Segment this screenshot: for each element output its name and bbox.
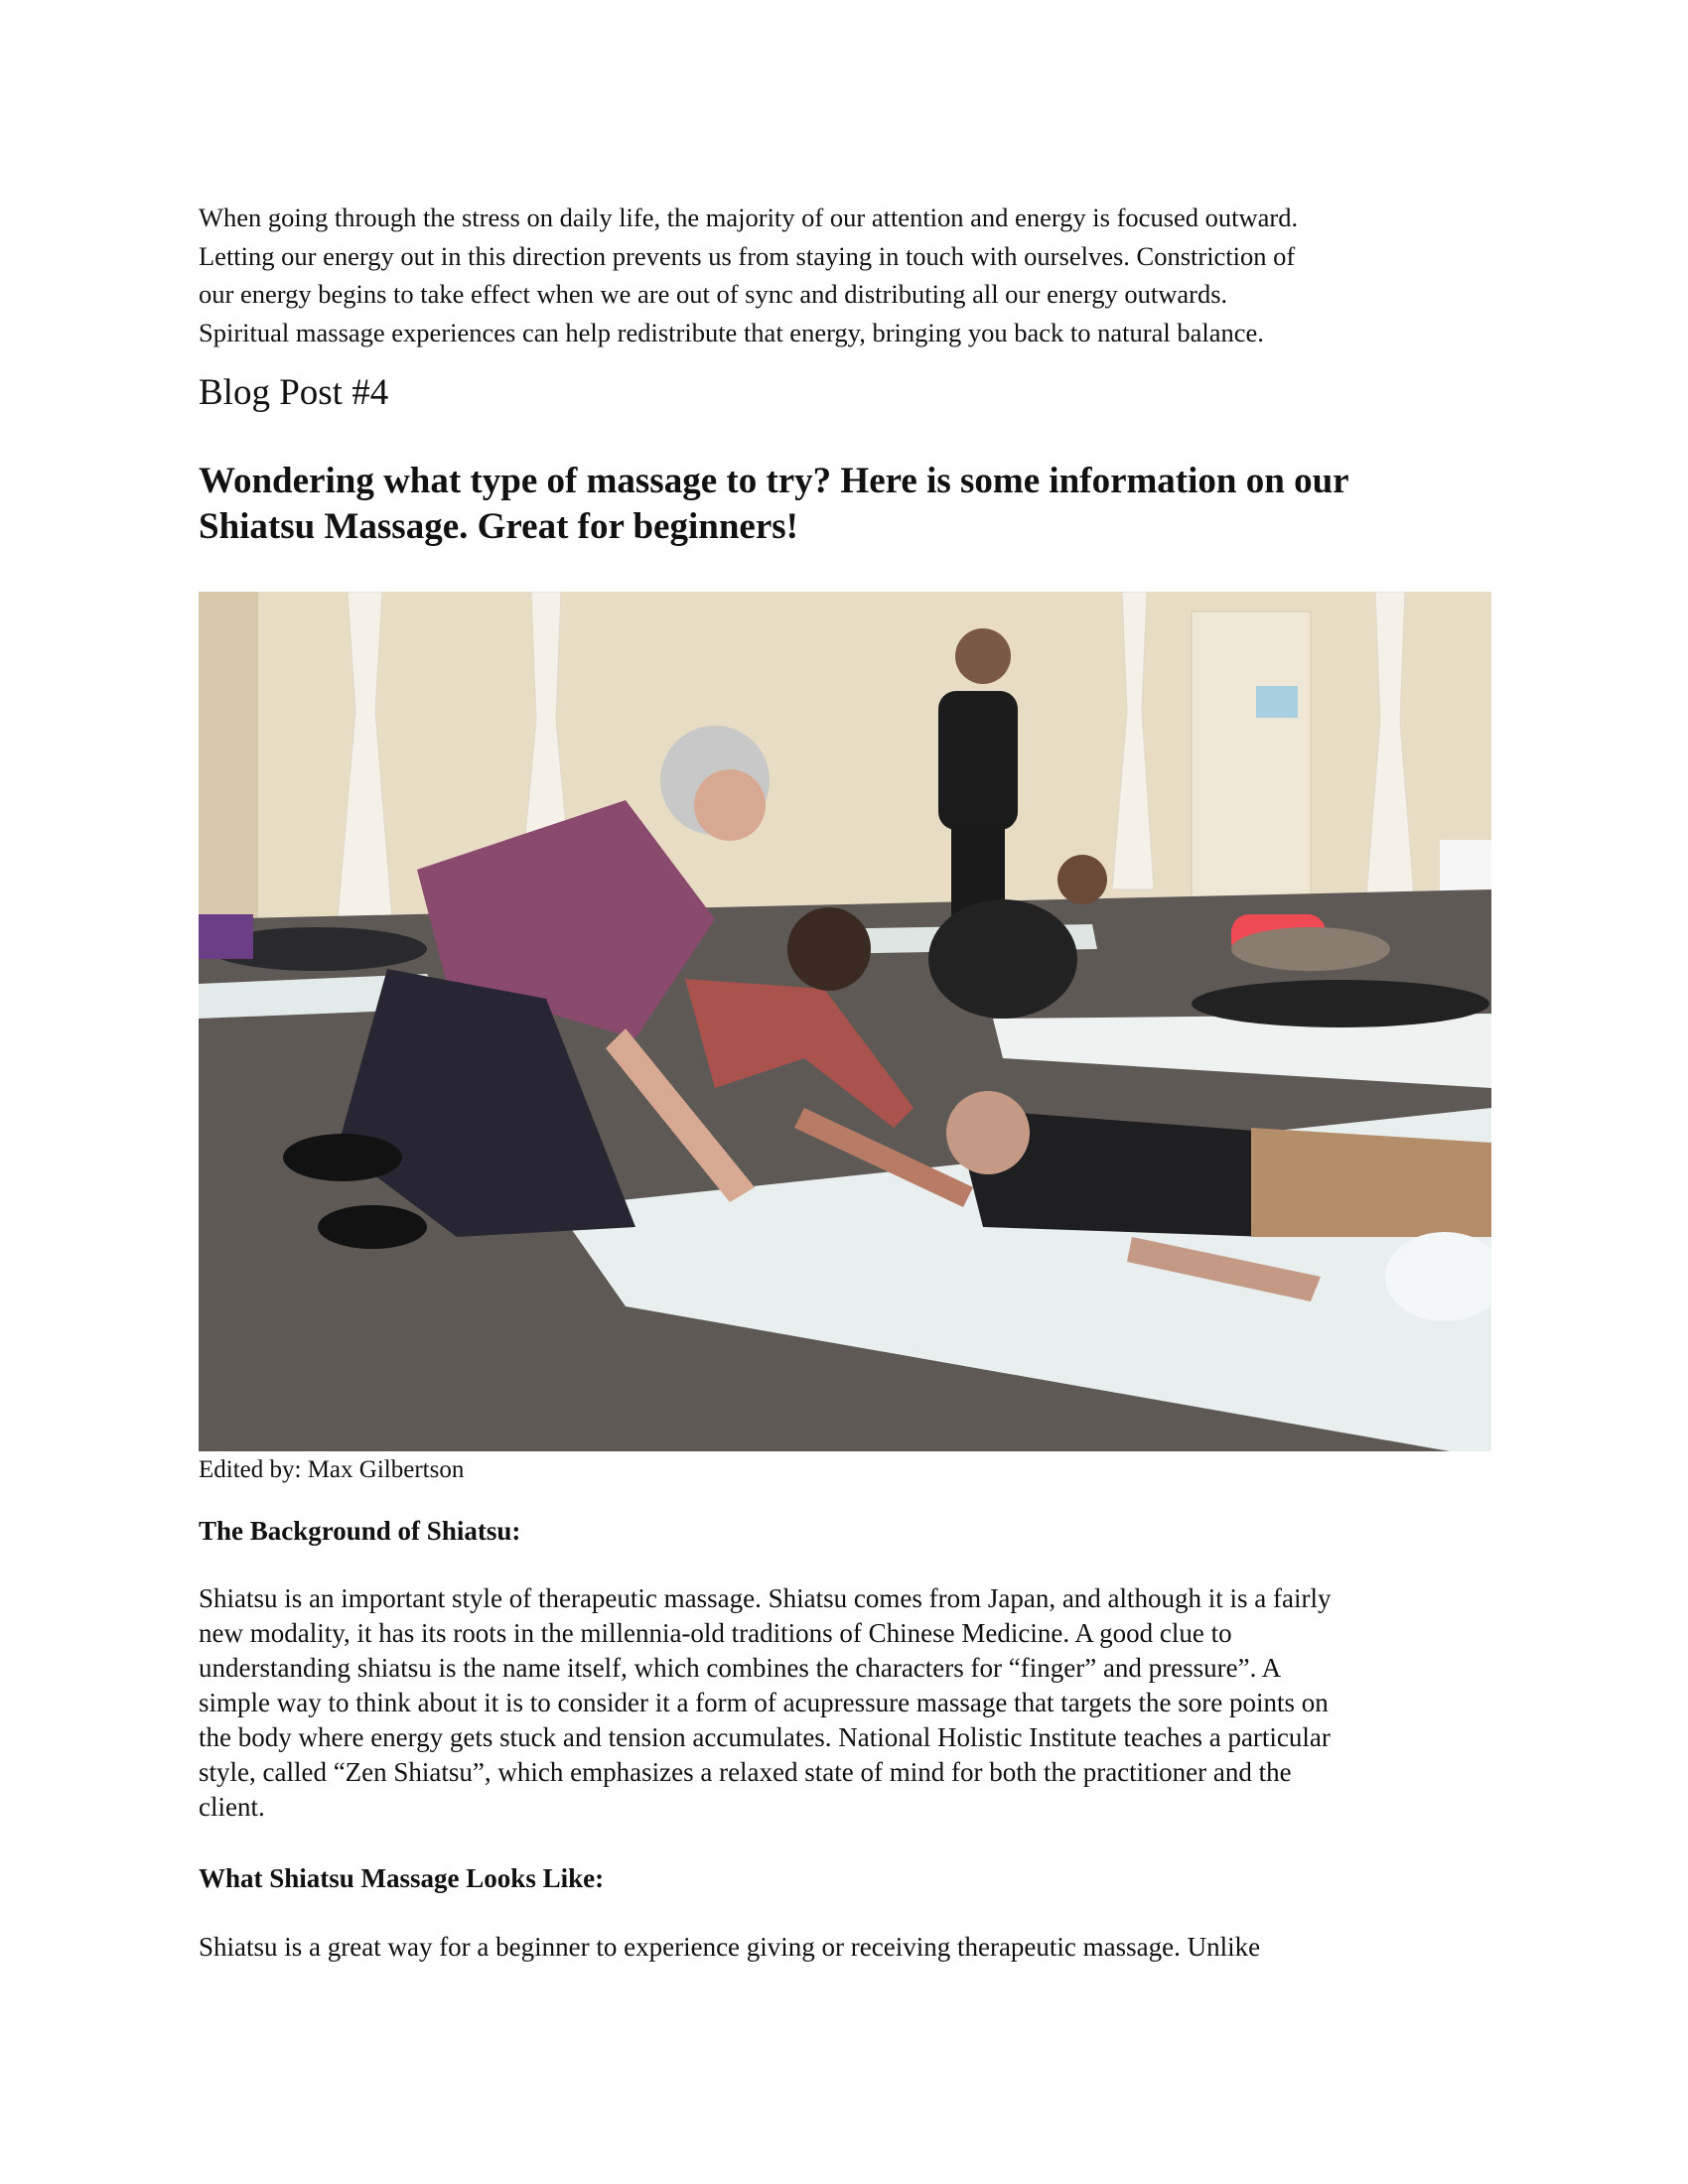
text-line: our energy begins to take effect when we are out of sync and distributing all our energy outwards. — [199, 279, 1228, 309]
kneeling-woman-back — [928, 899, 1077, 1019]
standing-man-head — [955, 628, 1011, 684]
text-line: Spiritual massage experiences can help redistribute that energy, bringing you back to natural balance. — [199, 317, 1264, 347]
rust-woman-head — [787, 907, 871, 991]
lying-man-shorts — [1251, 1128, 1491, 1237]
text-line: When going through the stress on daily life, the majority of our attention and energy is focused outward. — [199, 203, 1299, 232]
purple-woman-face — [694, 769, 766, 841]
text-line: Letting our energy out in this direction prevents us from staying in touch with ourselves. Constriction of — [199, 240, 1296, 271]
section-heading-background: The Background of Shiatsu: — [199, 1516, 521, 1546]
shoe — [283, 1134, 402, 1181]
blog-post-label: Blog Post #4 — [199, 372, 389, 413]
looks-like-paragraph — [199, 1930, 1489, 1965]
text-line: style, called “Zen Shiatsu”, which emphasizes a relaxed state of mind for both the practitioner and the — [199, 1757, 1292, 1787]
lying-man-head — [946, 1091, 1030, 1174]
text-line: client. — [199, 1792, 265, 1822]
shoe — [318, 1205, 427, 1249]
text-line: understanding shiatsu is the name itself, which combines the characters for “finger” and pressure”. A — [199, 1653, 1282, 1683]
kneeling-woman-head — [1057, 855, 1107, 904]
intro-paragraph — [199, 199, 1489, 351]
lying-person-patterned — [1231, 927, 1390, 971]
text-line: Shiatsu is a great way for a beginner to experience giving or receiving therapeutic massage. Unlike — [199, 1932, 1261, 1962]
standing-man-body — [938, 691, 1018, 830]
text-line: simple way to think about it is to consider it a form of acupressure massage that targets the sore points on — [199, 1688, 1329, 1717]
door — [1192, 612, 1311, 909]
photo-caption: Edited by: Max Gilbertson — [199, 1456, 465, 1483]
bg-person-left-shirt — [199, 914, 253, 959]
text-line: Shiatsu is an important style of therapeutic massage. Shiatsu comes from Japan, and although it is a fairly — [199, 1583, 1332, 1613]
text-line: new modality, it has its roots in the millennia-old traditions of Chinese Medicine. A good clue to — [199, 1618, 1232, 1648]
title-line: Wondering what type of massage to try? Here is some information on our — [199, 461, 1349, 501]
wall-shadow — [199, 592, 258, 949]
text-line: the body where energy gets stuck and tension accumulates. National Holistic Institute teaches a particular — [199, 1722, 1331, 1752]
shiatsu-class-photo — [199, 592, 1491, 1451]
title-line: Shiatsu Massage. Great for beginners! — [199, 506, 798, 547]
photo-illustration — [199, 592, 1491, 1451]
lying-person-right — [1192, 980, 1489, 1027]
section-heading-looks-like: What Shiatsu Massage Looks Like: — [199, 1863, 605, 1893]
background-paragraph — [199, 1581, 1499, 1825]
door-sign — [1256, 686, 1298, 718]
post-title — [199, 459, 1489, 550]
